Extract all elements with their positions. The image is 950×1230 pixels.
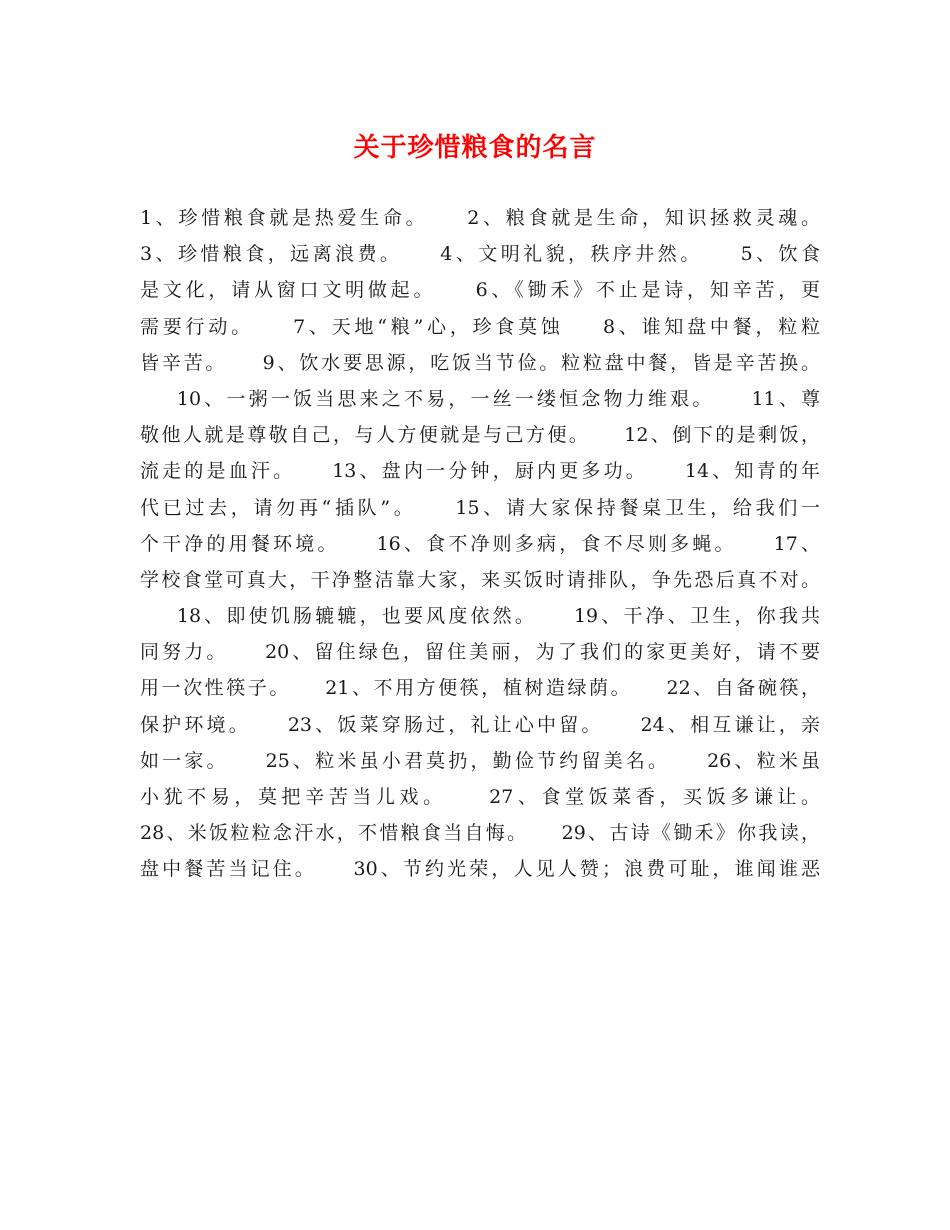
- body-text-line: 代已过去，请勿再“插队”。 15、请大家保持餐桌卫生，给我们一: [140, 496, 820, 519]
- body-text-line: 皆辛苦。 9、饮水要思源，吃饭当节俭。粒粒盘中餐，皆是辛苦换。: [140, 351, 820, 374]
- document-title: 关于珍惜粮食的名言: [353, 133, 597, 163]
- body-text-line: 是文化，请从窗口文明做起。 6、《锄禾》不止是诗，知辛苦，更: [140, 279, 820, 302]
- body-text-line: 同努力。 20、留住绿色，留住美丽，为了我们的家更美好，请不要: [140, 641, 820, 664]
- body-text-line: 18、即使饥肠辘辘，也要风度依然。 19、干净、卫生，你我共: [140, 605, 820, 628]
- body-text-line: 如一家。 25、粒米虽小君莫扔，勤俭节约留美名。 26、粒米虽: [140, 749, 820, 772]
- body-text-line: 保护环境。 23、饭菜穿肠过，礼让心中留。 24、相互谦让，亲: [140, 713, 820, 736]
- body-text-line: 1、珍惜粮食就是热爱生命。 2、粮食就是生命，知识拯救灵魂。: [140, 207, 820, 229]
- body-text-line: 3、珍惜粮食，远离浪费。 4、文明礼貌，秩序井然。 5、饮食: [140, 243, 820, 266]
- body-text-line: 盘中餐苦当记住。 30、节约光荣，人见人赞；浪费可耻，谁闻谁恶: [140, 858, 820, 881]
- body-text-line: 10、一粥一饭当思来之不易，一丝一缕恒念物力维艰。 11、尊: [140, 387, 820, 410]
- body-text-line: 小犹不易，莫把辛苦当儿戏。 27、食堂饭菜香，买饭多谦让。: [140, 786, 820, 808]
- body-text-line: 个干净的用餐环境。 16、食不净则多病，食不尽则多蝇。 17、: [140, 532, 820, 555]
- document-body: [140, 200, 820, 888]
- body-text-line: 28、米饭粒粒念汗水，不惜粮食当自悔。 29、古诗《锄禾》你我读，: [140, 822, 820, 845]
- body-text-line: 流走的是血汗。 13、盘内一分钟，厨内更多功。 14、知青的年: [140, 460, 820, 483]
- body-text-line: 需要行动。 7、天地“粮”心，珍食莫蚀 8、谁知盘中餐，粒粒: [140, 315, 820, 338]
- body-text-line: 学校食堂可真大，干净整洁靠大家，来买饭时请排队，争先恐后真不对。: [140, 568, 820, 591]
- body-text-line: 敬他人就是尊敬自己，与人方便就是与己方便。 12、倒下的是剩饭，: [140, 424, 820, 447]
- body-text-line: 用一次性筷子。 21、不用方便筷，植树造绿荫。 22、自备碗筷，: [140, 677, 820, 700]
